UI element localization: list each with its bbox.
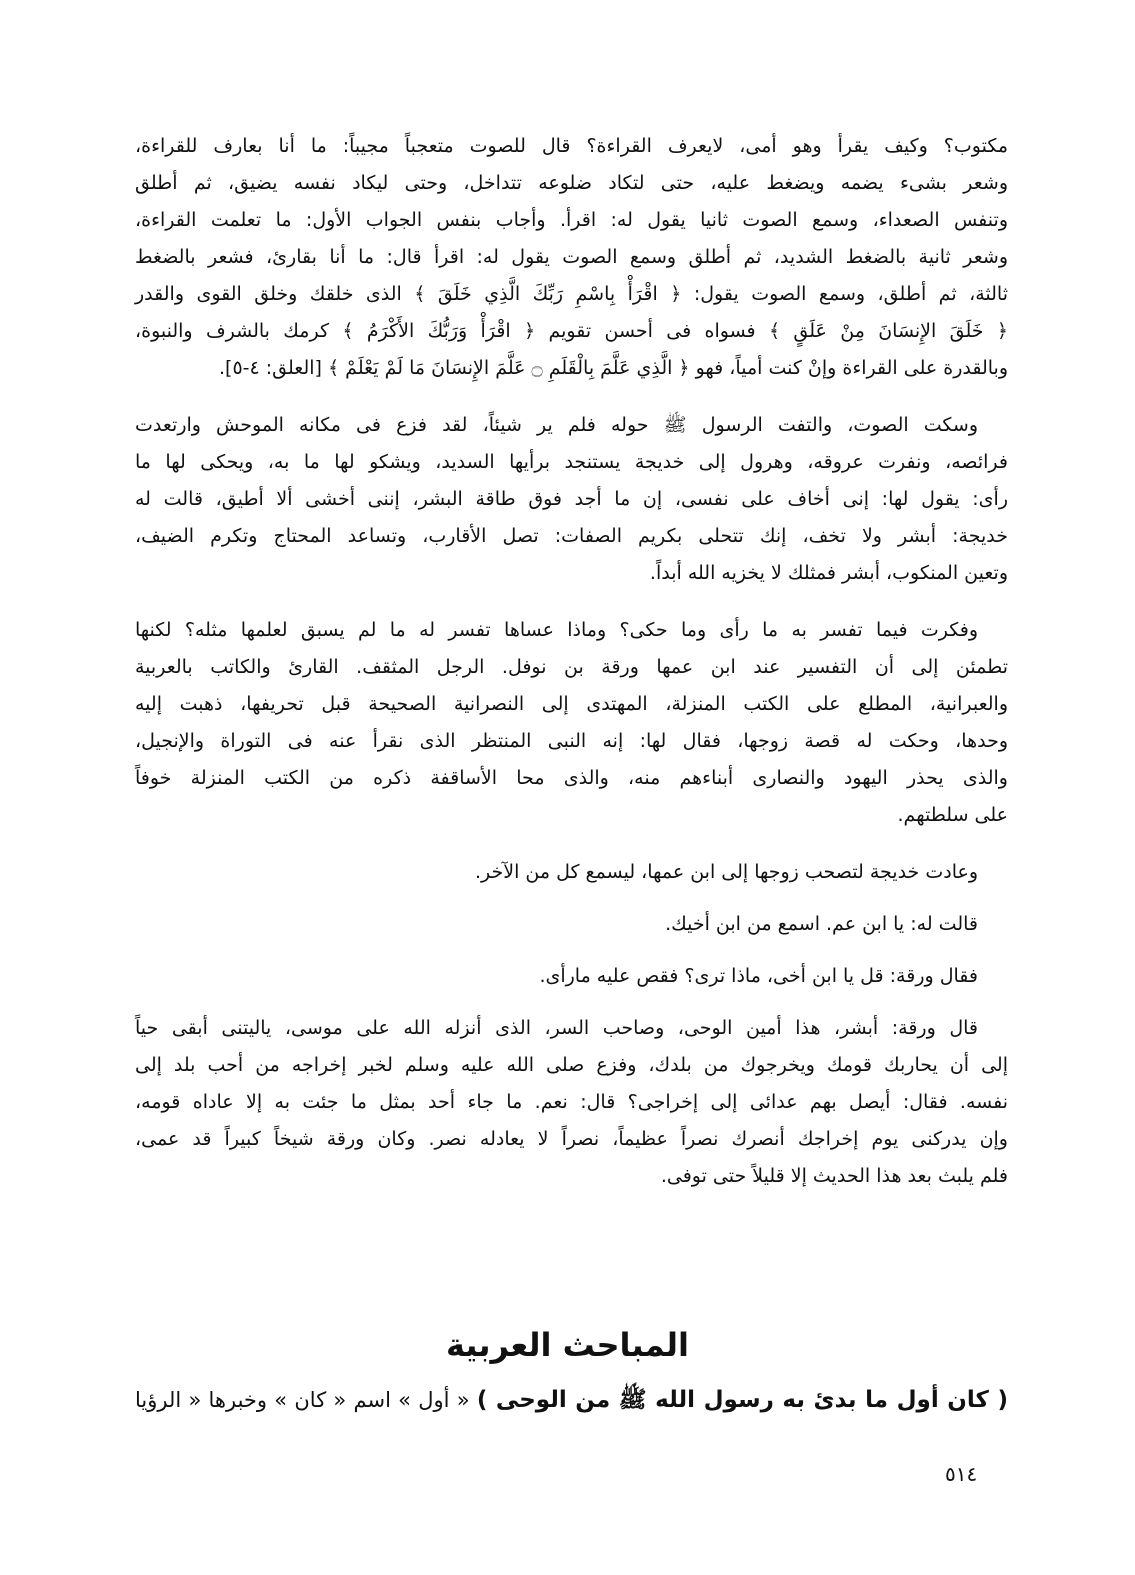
- text-line: خديجة: أبشر ولا تخف، إنك تتحلى بكريم الصفات: تصل الأقارب، وتساعد المحتاج وتكرم الضيف،: [135, 525, 1008, 547]
- text-line: وفكرت فيما تفسر به ما رأى وما حكى؟ وماذا عساها تفسر له ما لم يسبق لعلمها مثله؟ لكنها: [135, 619, 978, 641]
- text-line: على سلطتهم.: [897, 804, 1008, 826]
- text-line: قال ورقة: أبشر، هذا أمين الوحى، وصاحب السر، الذى أنزله الله على موسى، ياليتنى أبقى حياً: [135, 1017, 978, 1039]
- text-line: رأى: يقول لها: إنى أخاف على نفسى، إن ما أجد فوق طاقة البشر، إننى أخشى ألا أطيق، قالت له: [135, 488, 1008, 510]
- paragraph: [135, 906, 1008, 943]
- text-line: تطمئن إلى أن التفسير عند ابن عمها ورقة بن نوفل. الرجل المثقف. القارئ والكاتب بالعربية: [135, 656, 1008, 678]
- text-line: نفسه. فقال: أيصل بهم عدائى إلى إخراجى؟ قال: نعم. ما جاء أحد بمثل ما جئت به إلا عاداه قومه،: [135, 1091, 1008, 1113]
- text-line: قالت له: يا ابن عم. اسمع من ابن أخيك.: [665, 913, 978, 935]
- section-heading: المباحث العربية: [445, 1326, 690, 1365]
- paragraph: [135, 1010, 1008, 1195]
- text-line: وشعر ثانية بالضغط الشديد، ثم أطلق وسمع الصوت يقول له: اقرأ قال: ما أنا بقارئ، فشعر بالضغط: [135, 246, 1008, 268]
- page-number: ٥١٤: [945, 1462, 978, 1486]
- text-line: وبالقدرة على القراءة وإنْ كنت أمياً، فهو ﴿ الَّذِي عَلَّمَ بِالْقَلَمِ ۝ عَلَّمَ الإِنسَانَ مَا لَمْ يَعْلَمْ ﴾ [العلق: ٤-٥].: [218, 357, 1008, 379]
- text-line: مكتوب؟ وكيف يقرأ وهو أمى، لايعرف القراءة؟ قال للصوت متعجباً مجيباً: ما أنا بعارف للقراءة،: [135, 135, 1008, 157]
- text-line: وإن يدركنى يوم إخراجك أنصرك نصراً عظيماً، نصراً لا يعادله نصر. وكان ورقة شيخاً كبيراً قد عمى،: [135, 1128, 1008, 1150]
- text-line: ثالثة، ثم أطلق، وسمع الصوت يقول: ﴿ اقْرَأْ بِاسْمِ رَبِّكَ الَّذِي خَلَقَ ﴾ الذى خلقك وخلق القوى والقدر: [135, 283, 1008, 305]
- paragraph: [135, 612, 1008, 834]
- book-page-body: [135, 128, 1008, 1215]
- grammar-note: « أول » اسم « كان » وخبرها « الرؤيا: [135, 1388, 470, 1412]
- text-line: وحدها، وحكت له قصة زوجها، فقال لها: إنه النبى المنتظر الذى نقرأ عنه فى التوراة والإنجيل،: [135, 730, 1008, 752]
- text-line: والعبرانية، المطلع على الكتب المنزلة، المهتدى إلى النصرانية الصحيحة قبل تحريفها، ذهبت إليه: [135, 693, 1008, 715]
- text-line: فلم يلبث بعد هذا الحديث إلا قليلاً حتى توفى.: [660, 1165, 1008, 1187]
- text-line: وسكت الصوت، والتفت الرسول ﷺ حوله فلم ير شيئاً، لقد فزع فى مكانه الموحش وارتعدت: [135, 414, 978, 436]
- paragraph: [135, 407, 1008, 592]
- paragraph: [135, 128, 1008, 387]
- text-line: وشعر بشىء يضمه ويضغط عليه، حتى لتكاد ضلوعه تتداخل، وحتى ليكاد نفسه يضيق، ثم أطلق: [135, 172, 1008, 194]
- text-line: فرائصه، ونفرت عروقه، وهرول إلى خديجة يستنجد برأيها السديد، ويشكو لها ما به، ويحكى لها ما: [135, 451, 1008, 473]
- text-line: وتعين المنكوب، أبشر فمثلك لا يخزيه الله أبداً.: [649, 562, 1008, 584]
- text-line: والذى يحذر اليهود والنصارى أبناءهم منه، والذى محا الأساقفة ذكره من الكتب المنزلة خوفاً: [135, 767, 1008, 789]
- paragraph: [135, 854, 1008, 891]
- commentary-line: [135, 1385, 1008, 1419]
- text-line: ﴿ خَلَقَ الإِنسَانَ مِنْ عَلَقٍ ﴾ فسواه فى أحسن تقويم ﴿ اقْرَأْ وَرَبُّكَ الأَكْرَمُ ﴾ كرمك بالشرف والنبوة،: [135, 320, 1008, 342]
- paragraph: [135, 958, 1008, 995]
- text-line: إلى أن يحاربك قومك ويخرجوك من بلدك، وفزع صلى الله عليه وسلم لخبر إخراجه من أحب بلد إلى: [135, 1054, 1008, 1076]
- quoted-hadith-phrase: ( كان أول ما بدئ به رسول الله ﷺ من الوحى ): [476, 1387, 1009, 1413]
- text-line: فقال ورقة: قل يا ابن أخى، ماذا ترى؟ فقص عليه مارأى.: [539, 965, 978, 987]
- text-line: وعادت خديجة لتصحب زوجها إلى ابن عمها، ليسمع كل من الآخر.: [474, 861, 978, 883]
- text-line: وتنفس الصعداء، وسمع الصوت ثانيا يقول له: اقرأ. وأجاب بنفس الجواب الأول: ما تعلمت القراءة،: [135, 209, 1008, 231]
